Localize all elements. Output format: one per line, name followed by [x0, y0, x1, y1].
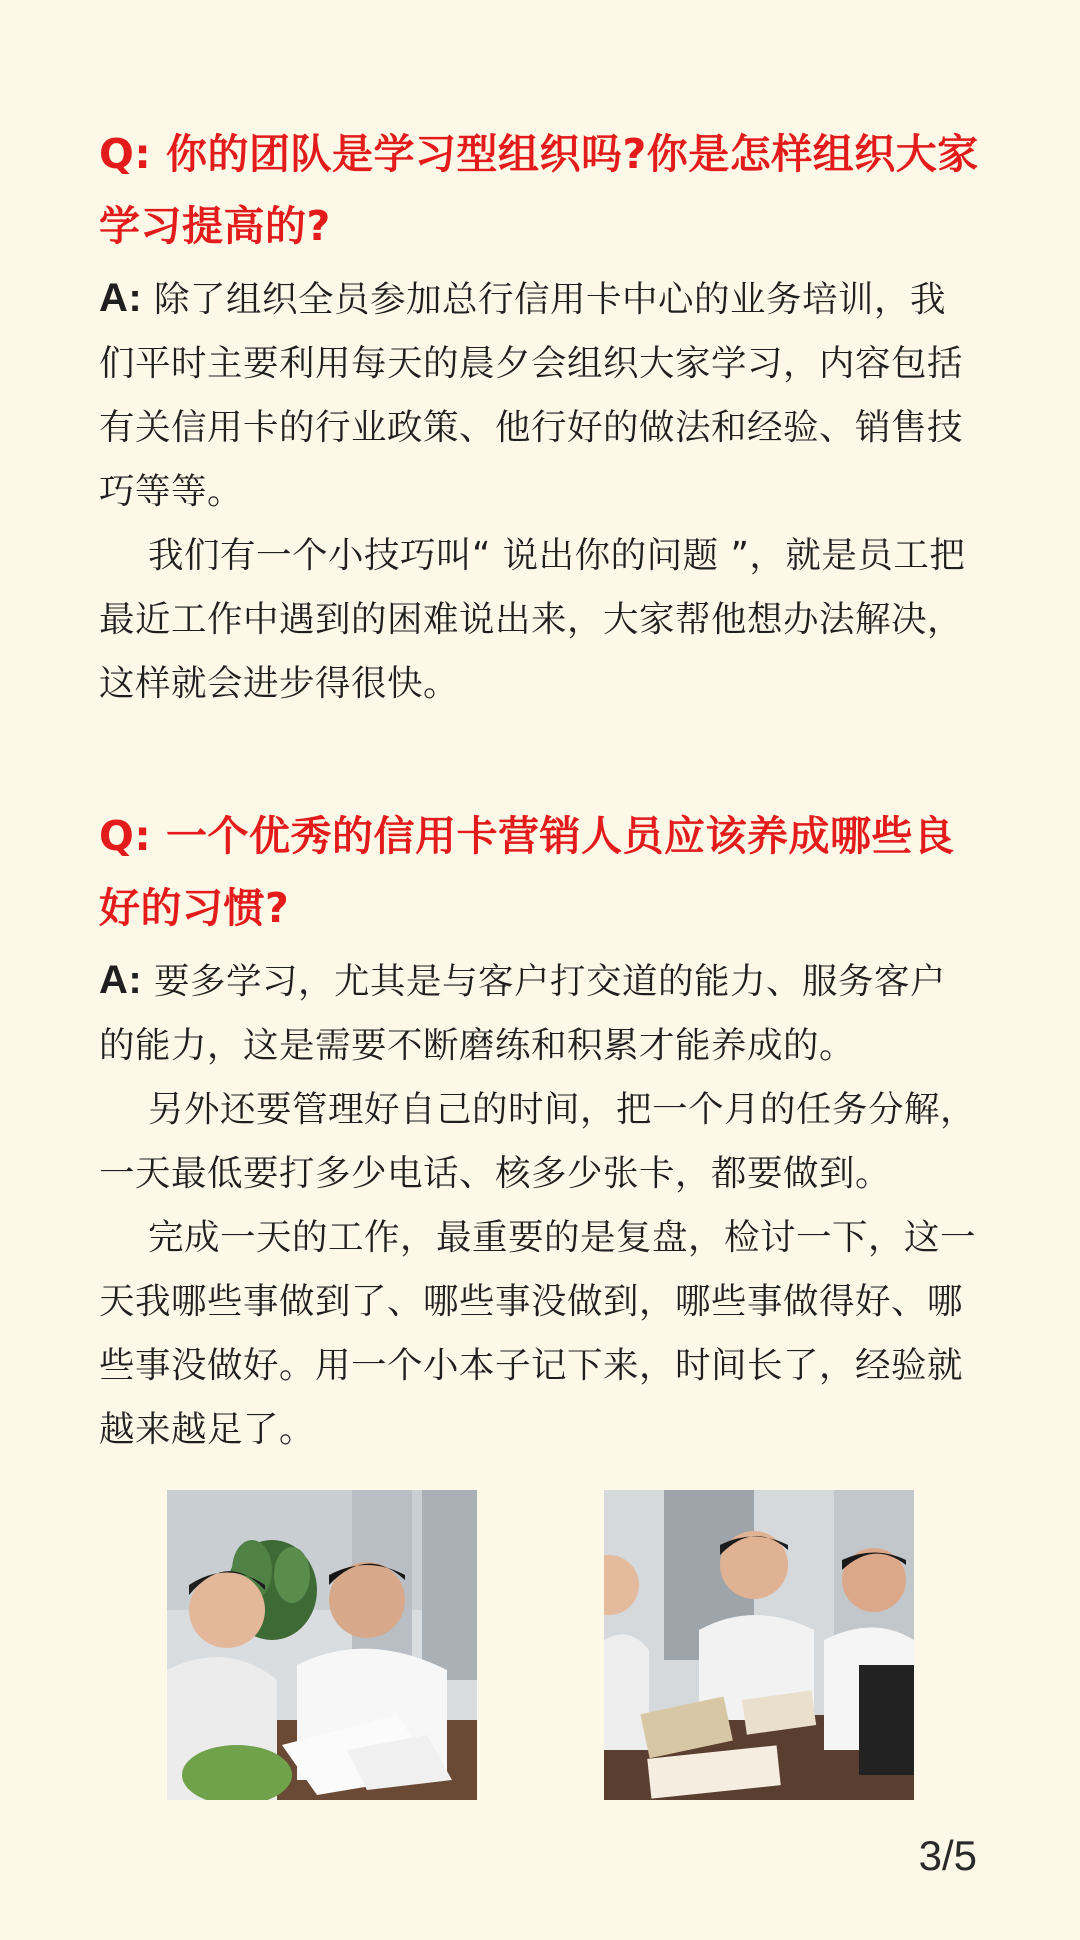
photo-team-meeting-at-table	[604, 1490, 914, 1800]
article-content	[99, 118, 981, 1546]
answer-paragraph: 完成一天的工作，最重要的是复盘，检讨一下，这一天我哪些事做到了、哪些事没做到，哪些事做得好、哪些事没做好。用一个小本子记下来，时间长了，经验就越来越足了。	[99, 1217, 977, 1450]
answer-paragraph: 我们有一个小技巧叫“ 说出你的问题 ”，就是员工把最近工作中遇到的困难说出来，大家帮他想办法解决，这样就会进步得很快。	[99, 535, 966, 704]
answer-paragraph	[99, 266, 981, 524]
answer-paragraph: 另外还要管理好自己的时间，把一个月的任务分解，一天最低要打多少电话、核多少张卡，都要做到。	[99, 1089, 977, 1194]
answer-text: 除了组织全员参加总行信用卡中心的业务培训，我们平时主要利用每天的晨夕会组织大家学习，内容包括有关信用卡的行业政策、他行好的做法和经验、销售技巧等等。	[99, 279, 964, 512]
qa-section-2	[99, 800, 981, 1462]
answer-text: 要多学习，尤其是与客户打交道的能力、服务客户的能力，这是需要不断磨练和积累才能养成的。	[99, 961, 947, 1066]
answer-prefix: A:	[99, 958, 143, 1002]
question-heading: Q: 你的团队是学习型组织吗?你是怎样组织大家学习提高的?	[99, 130, 979, 250]
page-number: 3/5	[918, 1832, 977, 1879]
answer-paragraph	[99, 948, 981, 1078]
answer-prefix: A:	[99, 276, 143, 320]
question-heading: Q: 一个优秀的信用卡营销人员应该养成哪些良好的习惯?	[99, 812, 955, 932]
photo-two-men-reviewing-documents	[167, 1490, 477, 1800]
qa-section-1	[99, 118, 981, 716]
